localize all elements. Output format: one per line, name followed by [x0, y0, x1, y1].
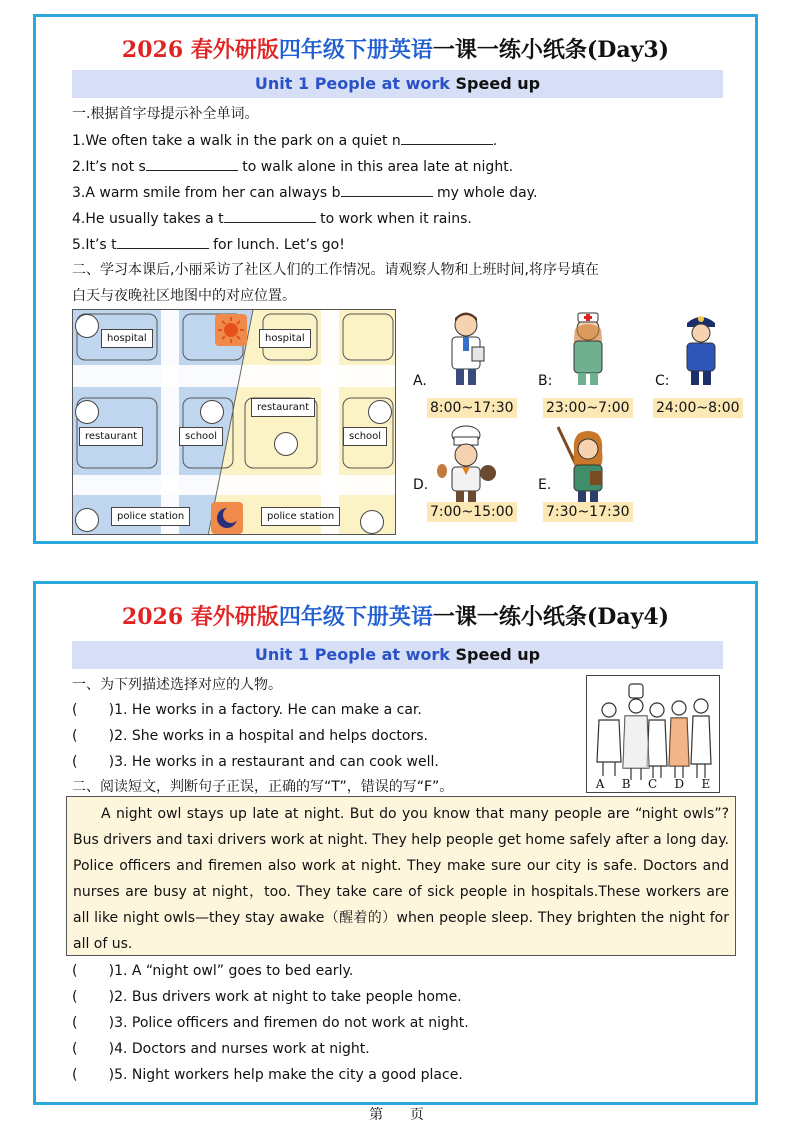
worksheet-card-day3 [33, 14, 758, 544]
section2-heading-line1: 二、学习本课后,小丽采访了社区人们的工作情况。请观察人物和上班时间,将序号填在 [72, 262, 599, 278]
time-badge-b: 23:00~7:00 [543, 398, 633, 418]
tf-question-4: ( )4. Doctors and nurses work at night. [72, 1041, 370, 1057]
title-series: 2026 春外研版 [121, 37, 279, 63]
unit-section: Speed up [455, 74, 541, 93]
answer-circle[interactable] [200, 400, 224, 424]
answer-circle[interactable] [75, 314, 99, 338]
worker-letter: D [674, 777, 685, 791]
answer-circle[interactable] [75, 400, 99, 424]
sun-icon [215, 314, 247, 346]
moon-icon [211, 502, 243, 534]
person-letter-e: E. [538, 477, 552, 493]
time-badge-a: 8:00~17:30 [427, 398, 517, 418]
map-label-restaurant-night: restaurant [251, 398, 315, 417]
answer-blank[interactable] [224, 209, 316, 223]
page-footer: 第 页 [369, 1107, 424, 1123]
title-grade: 四年级下册英语 [278, 37, 433, 63]
workers-picture [586, 675, 720, 793]
question-2: 2.It’s not s to walk alone in this area late at night. [72, 159, 514, 175]
section2-heading: 二、阅读短文，判断句子正误，正确的写“T”，错误的写“F”。 [72, 779, 454, 795]
community-map [72, 309, 396, 535]
time-badge-c: 24:00~8:00 [653, 398, 743, 418]
person-letter-c: C: [655, 373, 670, 389]
map-label-police-day: police station [111, 507, 190, 526]
person-letter-b: B: [538, 373, 553, 389]
question-4: 4.He usually takes a t to work when it rains. [72, 211, 472, 227]
answer-circle[interactable] [368, 400, 392, 424]
choice-question-1: ( )1. He works in a factory. He can make a car. [72, 702, 422, 718]
title-grade: 四年级下册英语 [278, 604, 433, 630]
worker-letter: C [647, 777, 658, 791]
unit-name: Unit 1 People at work [254, 74, 450, 93]
unit-name: Unit 1 People at work [254, 645, 450, 664]
person-letter-a: A. [413, 373, 427, 389]
section1-heading: 一、为下列描述选择对应的人物。 [72, 677, 282, 693]
answer-circle[interactable] [360, 510, 384, 534]
answer-blank[interactable] [117, 235, 209, 249]
choice-question-2: ( )2. She works in a hospital and helps doctors. [72, 728, 428, 744]
time-badge-e: 7:30~17:30 [543, 502, 633, 522]
question-3: 3.A warm smile from her can always b my whole day. [72, 185, 538, 201]
card-title [36, 600, 755, 631]
card-title [36, 33, 755, 64]
tf-question-3: ( )3. Police officers and firemen do not work at night. [72, 1015, 469, 1031]
map-label-hospital-night: hospital [259, 329, 311, 348]
section2-heading-line2: 白天与夜晚社区地图中的对应位置。 [72, 288, 296, 304]
answer-blank[interactable] [341, 183, 433, 197]
question-1: 1.We often take a walk in the park on a quiet n . [72, 133, 498, 149]
map-label-school-night: school [343, 427, 387, 446]
choice-question-3: ( )3. He works in a restaurant and can cook well. [72, 754, 439, 770]
worker-letter: A [595, 777, 605, 791]
answer-blank[interactable] [401, 131, 493, 145]
worker-letter: B [621, 777, 631, 791]
map-label-restaurant-day: restaurant [79, 427, 143, 446]
unit-bar [72, 70, 723, 98]
title-series: 2026 春外研版 [121, 604, 279, 630]
doctor-icon [436, 309, 496, 393]
worker-letter: E [701, 777, 711, 791]
time-badge-d: 7:00~15:00 [427, 502, 517, 522]
teacher-icon [554, 425, 618, 509]
workers-group-icon [587, 676, 719, 792]
title-day: 一课一练小纸条(Day3) [432, 37, 670, 63]
person-letter-d: D. [413, 477, 429, 493]
map-label-school-day: school [179, 427, 223, 446]
worksheet-card-day4 [33, 581, 758, 1105]
passage-text: A night owl stays up late at night. But do you know that many people are “night owls”?Bus drivers and taxi drivers work at night. They help people get home safely after a long day. Police officers and firemen also work at night. They make sure our city is safe. Doctors and nurses are busy at night，too. They take care of sick people in hospitals.These workers are all like night owls—they stay awake（醒着的）when people sleep. They brighten the night for all of us. [73, 806, 729, 952]
unit-bar [72, 641, 723, 669]
workers-letter-row [587, 777, 719, 791]
answer-circle[interactable] [274, 432, 298, 456]
map-label-hospital-day: hospital [101, 329, 153, 348]
nurse-icon [558, 309, 618, 393]
chef-icon [434, 425, 498, 509]
unit-section: Speed up [455, 645, 541, 664]
police-officer-icon [676, 309, 726, 393]
answer-circle[interactable] [75, 508, 99, 532]
section1-heading: 一.根据首字母提示补全单词。 [72, 106, 259, 122]
title-day: 一课一练小纸条(Day4) [432, 604, 670, 630]
question-5: 5.It’s t for lunch. Let’s go! [72, 237, 345, 253]
tf-question-5: ( )5. Night workers help make the city a good place. [72, 1067, 463, 1083]
answer-blank[interactable] [146, 157, 238, 171]
tf-question-2: ( )2. Bus drivers work at night to take people home. [72, 989, 462, 1005]
reading-passage [66, 796, 736, 956]
tf-question-1: ( )1. A “night owl” goes to bed early. [72, 963, 354, 979]
map-label-police-night: police station [261, 507, 340, 526]
